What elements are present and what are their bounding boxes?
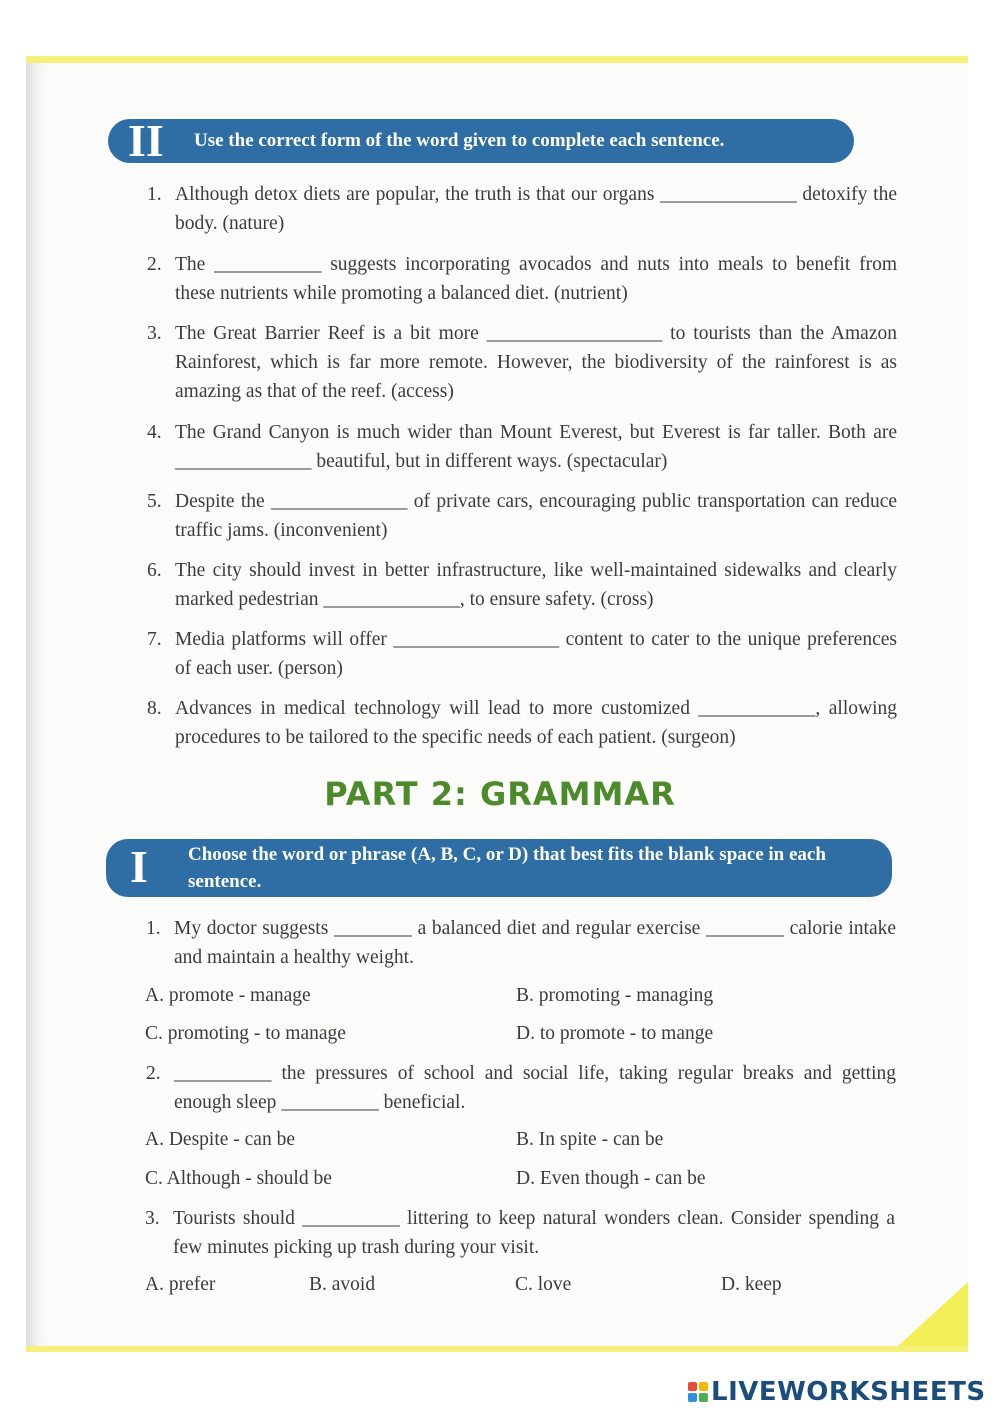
word-form-item xyxy=(147,625,897,683)
option-d[interactable]: D. Even though - can be xyxy=(516,1168,706,1189)
liveworksheets-logo-icon xyxy=(688,1382,708,1402)
exercise-ii-banner xyxy=(108,115,854,166)
exercise-i-instruction: Choose the word or phrase (A, B, C, or D) that best fits the blank space in each sentence. xyxy=(188,844,826,892)
item-text: The city should invest in better infrastructure, like well-maintained sidewalks and clearly marked pedestrian ______________, to ensure safety. (cross) xyxy=(175,560,897,610)
word-form-item xyxy=(147,556,897,614)
word-form-item xyxy=(147,250,897,308)
liveworksheets-logo xyxy=(688,1374,986,1410)
item-number: 2. xyxy=(147,254,162,275)
grammar-question xyxy=(146,914,896,972)
exercise-ii-number: II xyxy=(128,115,164,166)
question-number: 3. xyxy=(145,1208,160,1229)
item-number: 1. xyxy=(147,184,162,205)
option-a[interactable]: A. Despite - can be xyxy=(145,1129,295,1150)
option-a[interactable]: A. promote - manage xyxy=(145,985,311,1006)
item-text: Despite the ______________ of private cars, encouraging public transportation can reduce traffic jams. (inconvenient) xyxy=(175,491,897,541)
item-number: 8. xyxy=(147,698,162,719)
question-number: 2. xyxy=(146,1063,161,1084)
word-form-item xyxy=(147,487,897,545)
option-b[interactable]: B. promoting - managing xyxy=(516,985,714,1006)
exercise-i-banner xyxy=(106,839,892,897)
item-number: 3. xyxy=(147,323,162,344)
grammar-question xyxy=(146,1059,896,1117)
option-d[interactable]: D. to promote - to mange xyxy=(516,1023,714,1044)
item-number: 7. xyxy=(147,629,162,650)
item-text: Media platforms will offer _________________ content to cater to the unique preferences of each user. (person) xyxy=(175,629,897,679)
item-text: Advances in medical technology will lead to more customized ____________, allowing procedures to be tailored to the specific needs of each patient. (surgeon) xyxy=(175,698,897,748)
part-title: PART 2: GRAMMAR xyxy=(324,775,676,813)
word-form-item xyxy=(147,694,897,752)
option-d[interactable]: D. keep xyxy=(721,1274,782,1295)
liveworksheets-wordmark: LIVEWORKSHEETS xyxy=(711,1377,986,1407)
exercise-ii-instruction: Use the correct form of the word given to complete each sentence. xyxy=(194,130,725,151)
item-text: Although detox diets are popular, the truth is that our organs ______________ detoxify the body. (nature) xyxy=(175,184,897,234)
item-text: The Grand Canyon is much wider than Mount Everest, but Everest is far taller. Both are ______________ beautiful, but in different ways. (spectacular) xyxy=(175,422,897,472)
word-form-item xyxy=(147,319,897,406)
item-text: The ___________ suggests incorporating avocados and nuts into meals to benefit from these nutrients while promoting a balanced diet. (nutrient) xyxy=(175,254,897,304)
option-b[interactable]: B. In spite - can be xyxy=(516,1129,664,1150)
question-number: 1. xyxy=(146,918,161,939)
item-number: 4. xyxy=(147,422,162,443)
question-text: __________ the pressures of school and social life, taking regular breaks and getting enough sleep __________ beneficial. xyxy=(174,1063,896,1113)
item-number: 5. xyxy=(147,491,162,512)
page-top-border xyxy=(26,56,968,63)
option-b[interactable]: B. avoid xyxy=(309,1274,376,1295)
exercise-i-number: I xyxy=(130,841,148,892)
word-form-item xyxy=(147,180,897,238)
option-c[interactable]: C. love xyxy=(515,1274,572,1295)
word-form-item xyxy=(147,418,897,476)
item-text: The Great Barrier Reef is a bit more __________________ to tourists than the Amazon Rainforest, which is far more remote. However, the biodiversity of the rainforest is as amazing as that of the reef. (access) xyxy=(175,323,897,402)
question-text: My doctor suggests ________ a balanced diet and regular exercise ________ calorie intake and maintain a healthy weight. xyxy=(174,918,896,968)
grammar-question xyxy=(145,1204,895,1262)
option-c[interactable]: C. Although - should be xyxy=(145,1168,332,1189)
option-a[interactable]: A. prefer xyxy=(145,1274,216,1295)
option-c[interactable]: C. promoting - to manage xyxy=(145,1023,346,1044)
item-number: 6. xyxy=(147,560,162,581)
page-bottom-border xyxy=(26,1346,968,1352)
question-text: Tourists should __________ littering to keep natural wonders clean. Consider spending a few minutes picking up trash during your visit. xyxy=(173,1208,895,1258)
